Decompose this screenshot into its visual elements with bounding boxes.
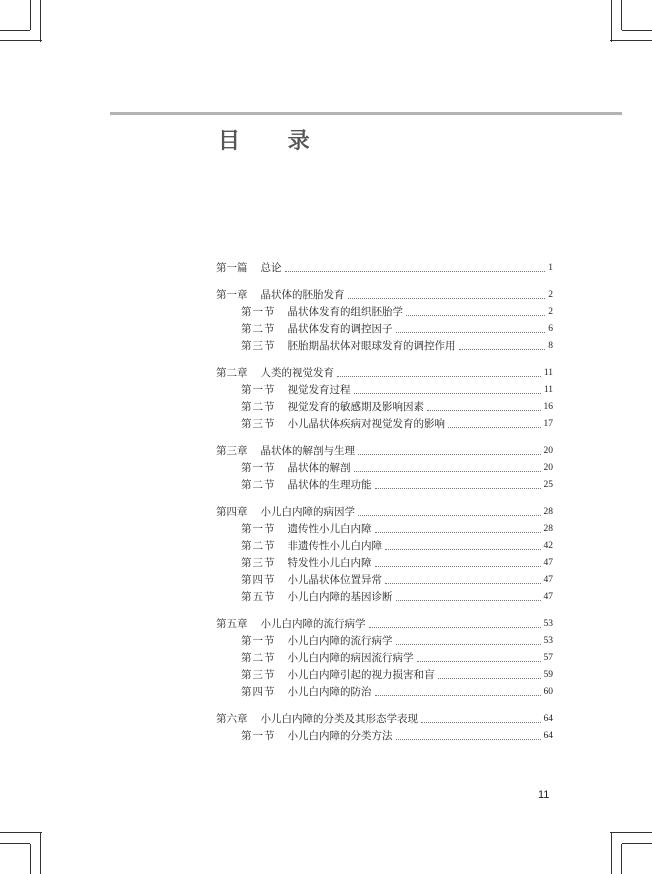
dot-leader	[417, 661, 541, 662]
toc-entry-label	[241, 635, 393, 648]
toc-entry-label	[241, 462, 351, 475]
toc-entry-number: 第三节	[241, 557, 276, 569]
dot-leader	[438, 678, 541, 679]
crop-mark-tr-h2	[622, 30, 652, 31]
toc-entry-label	[241, 384, 351, 397]
dot-leader	[396, 332, 546, 333]
crop-mark-bl-h	[0, 832, 42, 833]
toc-entry-number: 第一节	[241, 462, 276, 474]
toc-entry-number: 第二节	[241, 479, 276, 491]
dot-leader	[385, 583, 541, 584]
toc-entry-label	[241, 669, 435, 682]
toc-entry-title: 胚胎期晶状体对眼球发育的调控作用	[287, 340, 456, 352]
toc-entry-sec[interactable]	[216, 553, 553, 570]
toc-entry-label	[216, 618, 366, 631]
toc-entry-title: 小儿白内障的基因诊断	[287, 591, 393, 603]
toc-entry-page: 2	[548, 307, 553, 317]
toc-entry-number: 第一章	[216, 289, 248, 301]
toc-entry-title: 晶状体的解剖与生理	[260, 445, 355, 457]
toc-entry-sec[interactable]	[216, 570, 553, 587]
toc-entry-page: 57	[543, 653, 553, 663]
toc-entry-title: 小儿白内障的病因流行病学	[287, 652, 414, 664]
toc-entry-sec[interactable]	[216, 319, 553, 336]
dot-leader	[406, 315, 545, 316]
toc-entry-page: 47	[543, 575, 553, 585]
dot-leader	[385, 549, 541, 550]
toc-entry-page: 20	[543, 446, 553, 456]
toc-entry-chap[interactable]	[216, 441, 553, 458]
toc-entry-number: 第一节	[241, 384, 276, 396]
toc-entry-number: 第四节	[241, 574, 276, 586]
toc-entry-chap[interactable]	[216, 285, 553, 302]
toc-entry-title: 小儿晶状体位置异常	[287, 574, 382, 586]
toc-entry-page: 53	[543, 619, 553, 629]
dot-leader	[396, 739, 541, 740]
toc-entry-number: 第三节	[241, 669, 276, 681]
toc-entry-number: 第一节	[241, 730, 276, 742]
toc-entry-title: 晶状体发育的组织胚胎学	[287, 306, 403, 318]
toc-entry-title: 小儿白内障的分类方法	[287, 730, 393, 742]
toc-entry-label	[241, 591, 393, 604]
toc-entry-title: 小儿晶状体疾病对视觉发育的影响	[287, 418, 445, 430]
toc-entry-number: 第一节	[241, 523, 276, 535]
toc-entry-number: 第二节	[241, 401, 276, 413]
dot-leader	[459, 349, 546, 350]
toc-entry-title: 晶状体的生理功能	[287, 479, 372, 491]
toc-entry-label	[216, 506, 355, 519]
toc-entry-sec[interactable]	[216, 726, 553, 743]
toc-entry-sec[interactable]	[216, 302, 553, 319]
dot-leader	[337, 376, 541, 377]
dot-leader	[354, 471, 541, 472]
page-number: 11	[538, 789, 550, 801]
toc-entry-page: 64	[543, 714, 553, 724]
dot-leader	[448, 427, 541, 428]
toc-entry-page: 11	[543, 385, 553, 395]
toc-entry-page: 20	[543, 463, 553, 473]
crop-mark-tl-v2	[30, 0, 31, 30]
toc-entry-page: 64	[543, 731, 553, 741]
toc-entry-label	[241, 652, 414, 665]
toc-entry-page: 42	[543, 541, 553, 551]
dot-leader	[285, 271, 546, 272]
toc-entry-title: 小儿白内障引起的视力损害和盲	[287, 669, 435, 681]
toc-entry-page: 1	[548, 263, 553, 273]
dot-leader	[358, 515, 541, 516]
toc-entry-page: 2	[548, 290, 553, 300]
crop-mark-tr-v	[611, 0, 612, 42]
toc-entry-title: 小儿白内障的流行病学	[287, 635, 393, 647]
toc-entry-page: 47	[543, 592, 553, 602]
toc-entry-sec[interactable]	[216, 587, 553, 604]
crop-mark-tr-v2	[621, 0, 622, 30]
toc-entry-number: 第二节	[241, 540, 276, 552]
toc-entry-number: 第四节	[241, 686, 276, 698]
crop-mark-tl-v	[40, 0, 41, 42]
toc-entry-number: 第五节	[241, 591, 276, 603]
toc-entry-label	[216, 713, 418, 726]
crop-mark-tl-h	[0, 40, 42, 41]
dot-leader	[396, 644, 541, 645]
toc-entry-page: 28	[543, 524, 553, 534]
toc-entry-page: 28	[543, 507, 553, 517]
toc-entry-number: 第五章	[216, 618, 248, 630]
toc-entry-title: 晶状体发育的调控因子	[287, 323, 393, 335]
toc-entry-part[interactable]	[216, 258, 553, 275]
toc-entry-page: 8	[548, 341, 553, 351]
toc-entry-title: 人类的视觉发育	[260, 367, 334, 379]
toc-entry-sec[interactable]	[216, 631, 553, 648]
toc-entry-number: 第一节	[241, 635, 276, 647]
page-title: 目 录	[218, 129, 330, 154]
dot-leader	[421, 722, 541, 723]
toc-entry-label	[241, 418, 445, 431]
toc-entry-label	[241, 323, 393, 336]
toc-entry-page: 17	[543, 419, 553, 429]
table-of-contents	[216, 258, 553, 743]
toc-entry-sec[interactable]	[216, 336, 553, 353]
toc-entry-chap[interactable]	[216, 614, 553, 631]
dot-leader	[358, 454, 541, 455]
toc-entry-number: 第三章	[216, 445, 248, 457]
toc-entry-page: 25	[543, 480, 553, 490]
toc-entry-chap[interactable]	[216, 363, 553, 380]
dot-leader	[348, 298, 546, 299]
dot-leader	[354, 393, 541, 394]
toc-entry-title: 视觉发育的敏感期及影响因素	[287, 401, 424, 413]
toc-entry-title: 遗传性小儿白内障	[287, 523, 372, 535]
toc-entry-number: 第二章	[216, 367, 248, 379]
toc-entry-page: 16	[543, 402, 553, 412]
toc-entry-page: 59	[543, 670, 553, 680]
header-rule	[110, 112, 622, 115]
toc-entry-sec[interactable]	[216, 519, 553, 536]
dot-leader	[396, 600, 541, 601]
toc-entry-sec[interactable]	[216, 397, 553, 414]
toc-entry-title: 视觉发育过程	[287, 384, 351, 396]
toc-entry-label	[241, 340, 456, 353]
toc-entry-sec[interactable]	[216, 380, 553, 397]
toc-entry-label	[216, 289, 345, 302]
toc-entry-title: 小儿白内障的病因学	[260, 506, 355, 518]
toc-entry-title: 小儿白内障的分类及其形态学表现	[260, 713, 418, 725]
toc-entry-sec[interactable]	[216, 414, 553, 431]
toc-entry-label	[216, 262, 282, 275]
toc-entry-number: 第三节	[241, 340, 276, 352]
crop-mark-tr-h	[610, 40, 652, 41]
crop-mark-br-h2	[622, 843, 652, 844]
toc-entry-number: 第二节	[241, 323, 276, 335]
crop-mark-tl-h2	[0, 30, 30, 31]
toc-entry-number: 第二节	[241, 652, 276, 664]
toc-entry-page: 6	[548, 324, 553, 334]
crop-mark-bl-v	[40, 832, 41, 874]
toc-entry-label	[216, 367, 334, 380]
toc-entry-chap[interactable]	[216, 709, 553, 726]
toc-entry-page: 60	[543, 687, 553, 697]
toc-entry-page: 47	[543, 558, 553, 568]
dot-leader	[375, 532, 541, 533]
toc-entry-label	[216, 445, 355, 458]
toc-entry-number: 第六章	[216, 713, 248, 725]
toc-entry-number: 第四章	[216, 506, 248, 518]
toc-entry-label	[241, 306, 403, 319]
dot-leader	[375, 488, 541, 489]
crop-mark-bl-h2	[0, 843, 30, 844]
toc-entry-title: 特发性小儿白内障	[287, 557, 372, 569]
dot-leader	[375, 566, 541, 567]
toc-entry-label	[241, 574, 382, 587]
toc-entry-number: 第一篇	[216, 262, 248, 274]
toc-entry-title: 非遗传性小儿白内障	[287, 540, 382, 552]
toc-entry-label	[241, 479, 372, 492]
toc-entry-label	[241, 523, 372, 536]
toc-entry-sec[interactable]	[216, 536, 553, 553]
toc-entry-label	[241, 401, 424, 414]
toc-entry-label	[241, 730, 393, 743]
toc-entry-number: 第一节	[241, 306, 276, 318]
crop-mark-bl-v2	[30, 844, 31, 874]
toc-entry-label	[241, 540, 382, 553]
crop-mark-br-v2	[621, 844, 622, 874]
toc-entry-sec[interactable]	[216, 665, 553, 682]
toc-entry-page: 11	[543, 368, 553, 378]
toc-entry-title: 小儿白内障的防治	[287, 686, 372, 698]
toc-entry-sec[interactable]	[216, 458, 553, 475]
crop-mark-br-h	[610, 832, 652, 833]
toc-entry-title: 总论	[260, 262, 282, 274]
dot-leader	[369, 627, 541, 628]
toc-entry-label	[241, 557, 372, 570]
toc-entry-sec[interactable]	[216, 682, 553, 699]
toc-entry-label	[241, 686, 372, 699]
toc-entry-title: 晶状体的解剖	[287, 462, 351, 474]
toc-entry-title: 小儿白内障的流行病学	[260, 618, 366, 630]
toc-entry-sec[interactable]	[216, 475, 553, 492]
dot-leader	[427, 410, 541, 411]
dot-leader	[375, 695, 541, 696]
crop-mark-br-v	[611, 832, 612, 874]
toc-entry-chap[interactable]	[216, 502, 553, 519]
toc-entry-number: 第三节	[241, 418, 276, 430]
toc-entry-page: 53	[543, 636, 553, 646]
toc-entry-title: 晶状体的胚胎发育	[260, 289, 345, 301]
toc-entry-sec[interactable]	[216, 648, 553, 665]
